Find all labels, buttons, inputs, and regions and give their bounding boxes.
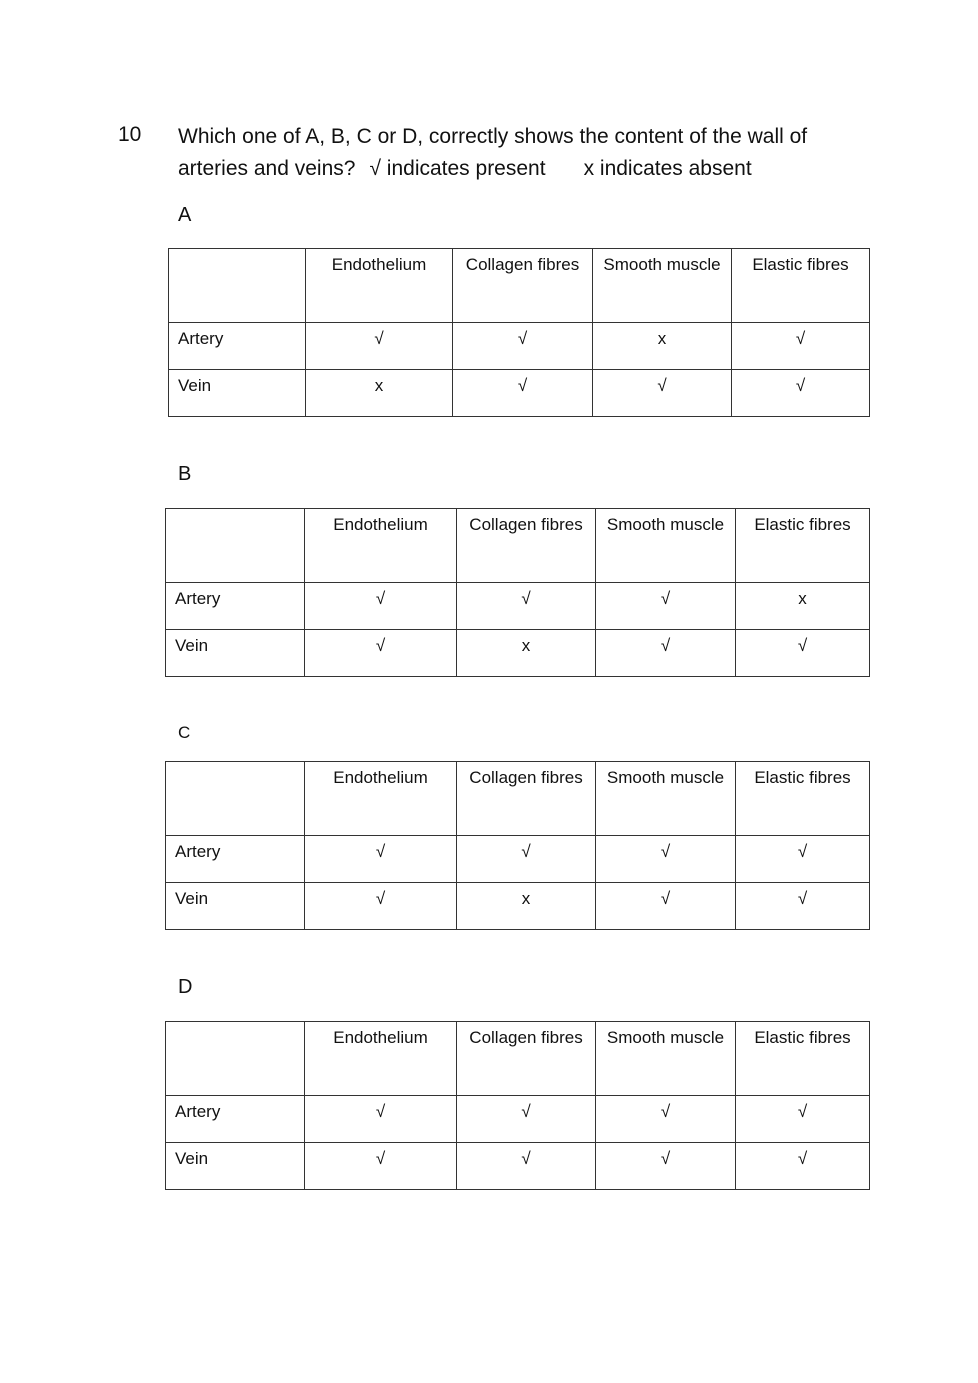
column-header: Elastic fibres bbox=[736, 762, 870, 836]
table-row bbox=[166, 1143, 870, 1190]
table-cell: x bbox=[593, 323, 732, 370]
table-cell: √ bbox=[736, 1143, 870, 1190]
column-header: Elastic fibres bbox=[736, 509, 870, 583]
table-cell: √ bbox=[457, 1096, 596, 1143]
column-header: Endothelium bbox=[305, 762, 457, 836]
present-legend: √ indicates present bbox=[369, 157, 546, 180]
table-row bbox=[166, 583, 870, 630]
table-cell: √ bbox=[596, 883, 736, 930]
option-a-label: A bbox=[178, 204, 192, 226]
question-line-2-start: arteries and veins? bbox=[178, 157, 356, 180]
corner-cell bbox=[166, 1022, 305, 1096]
table-cell: √ bbox=[593, 370, 732, 417]
question-number: 10 bbox=[118, 123, 142, 146]
table-cell: √ bbox=[596, 1143, 736, 1190]
column-header: Endothelium bbox=[305, 1022, 457, 1096]
table-cell: x bbox=[306, 370, 453, 417]
table-row bbox=[166, 630, 870, 677]
header-row bbox=[166, 762, 870, 836]
option-d-label: D bbox=[178, 976, 193, 998]
table-cell: x bbox=[736, 583, 870, 630]
corner-cell bbox=[166, 762, 305, 836]
table-row bbox=[166, 836, 870, 883]
option-c-table bbox=[165, 761, 870, 930]
column-header: Smooth muscle bbox=[593, 249, 732, 323]
column-header: Collagen fibres bbox=[457, 1022, 596, 1096]
column-header: Elastic fibres bbox=[736, 1022, 870, 1096]
table-cell: √ bbox=[457, 1143, 596, 1190]
column-header: Collagen fibres bbox=[457, 762, 596, 836]
table-cell: √ bbox=[305, 583, 457, 630]
table-cell: √ bbox=[596, 1096, 736, 1143]
table-cell: √ bbox=[596, 836, 736, 883]
row-label: Vein bbox=[169, 370, 306, 417]
table-cell: √ bbox=[736, 883, 870, 930]
row-label: Artery bbox=[166, 583, 305, 630]
table-cell: √ bbox=[457, 583, 596, 630]
row-label: Vein bbox=[166, 1143, 305, 1190]
option-a-table bbox=[168, 248, 870, 417]
table-cell: √ bbox=[457, 836, 596, 883]
question-text bbox=[178, 121, 807, 185]
corner-cell bbox=[166, 509, 305, 583]
table-row bbox=[166, 883, 870, 930]
table-cell: x bbox=[457, 883, 596, 930]
column-header: Smooth muscle bbox=[596, 1022, 736, 1096]
table-cell: √ bbox=[453, 370, 593, 417]
option-c-label: C bbox=[178, 723, 191, 742]
header-row bbox=[166, 1022, 870, 1096]
table-cell: √ bbox=[732, 370, 870, 417]
row-label: Vein bbox=[166, 630, 305, 677]
table-cell: √ bbox=[596, 583, 736, 630]
option-b-label: B bbox=[178, 463, 192, 485]
table-cell: x bbox=[457, 630, 596, 677]
column-header: Collagen fibres bbox=[453, 249, 593, 323]
absent-legend: x indicates absent bbox=[583, 157, 752, 180]
option-d-table bbox=[165, 1021, 870, 1190]
corner-cell bbox=[169, 249, 306, 323]
column-header: Smooth muscle bbox=[596, 762, 736, 836]
table-cell: √ bbox=[305, 883, 457, 930]
row-label: Vein bbox=[166, 883, 305, 930]
table-cell: √ bbox=[453, 323, 593, 370]
header-row bbox=[169, 249, 870, 323]
table-cell: √ bbox=[305, 630, 457, 677]
column-header: Endothelium bbox=[305, 509, 457, 583]
table-row bbox=[169, 323, 870, 370]
row-label: Artery bbox=[169, 323, 306, 370]
option-b-table bbox=[165, 508, 870, 677]
table-cell: √ bbox=[736, 630, 870, 677]
table-row bbox=[169, 370, 870, 417]
table-cell: √ bbox=[306, 323, 453, 370]
column-header: Elastic fibres bbox=[732, 249, 870, 323]
table-cell: √ bbox=[305, 836, 457, 883]
table-row bbox=[166, 1096, 870, 1143]
table-cell: √ bbox=[732, 323, 870, 370]
table-cell: √ bbox=[305, 1096, 457, 1143]
row-label: Artery bbox=[166, 836, 305, 883]
question-line-1: Which one of A, B, C or D, correctly shows the content of the wall of bbox=[178, 125, 808, 148]
row-label: Artery bbox=[166, 1096, 305, 1143]
header-row bbox=[166, 509, 870, 583]
question-line-2 bbox=[178, 153, 807, 185]
column-header: Smooth muscle bbox=[596, 509, 736, 583]
column-header: Endothelium bbox=[306, 249, 453, 323]
column-header: Collagen fibres bbox=[457, 509, 596, 583]
table-cell: √ bbox=[736, 836, 870, 883]
table-cell: √ bbox=[305, 1143, 457, 1190]
table-cell: √ bbox=[736, 1096, 870, 1143]
table-cell: √ bbox=[596, 630, 736, 677]
